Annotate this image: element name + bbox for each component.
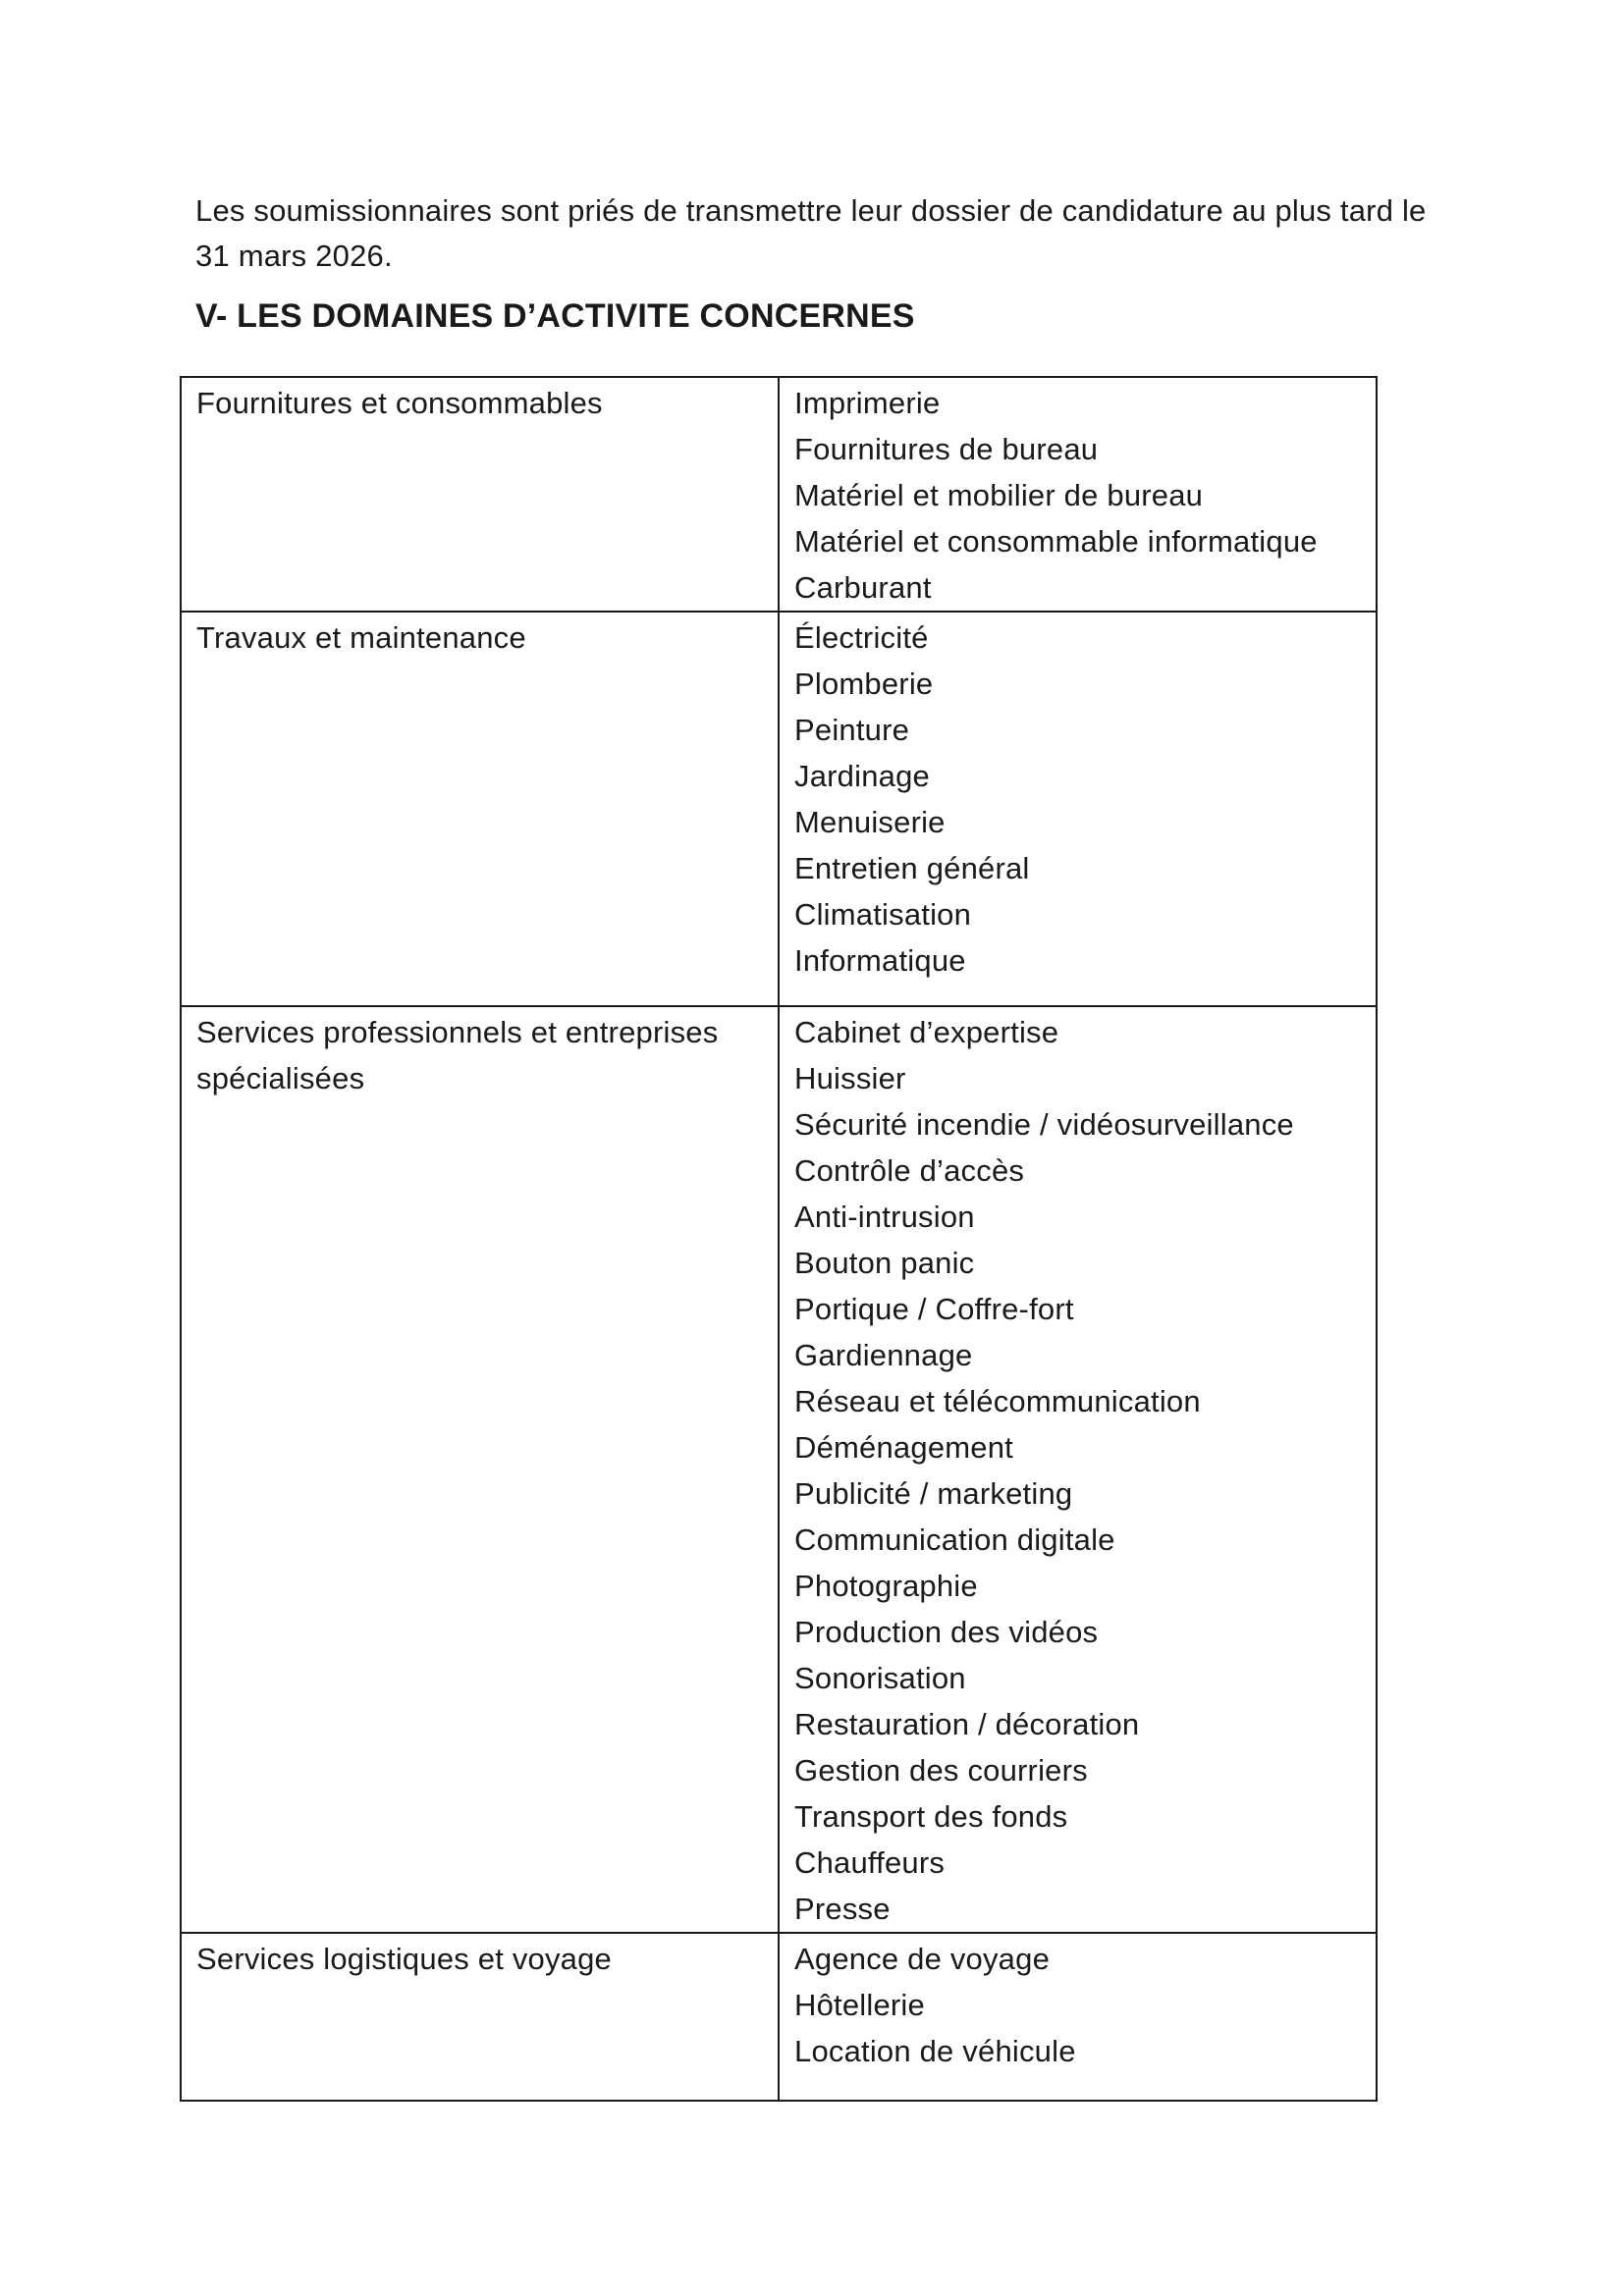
item-line: Matériel et mobilier de bureau xyxy=(794,478,1204,512)
item-line: Agence de voyage xyxy=(794,1942,1051,1976)
item-line: Peinture xyxy=(794,713,910,747)
item-line: Presse xyxy=(794,1892,891,1926)
items-cell xyxy=(779,1933,1377,2101)
table-row xyxy=(181,377,1377,612)
category-cell xyxy=(181,1006,779,1933)
item-line: Contrôle d’accès xyxy=(794,1153,1025,1188)
item-line: Électricité xyxy=(794,620,929,655)
item-line: Sonorisation xyxy=(794,1661,966,1695)
table-row xyxy=(181,612,1377,1006)
item-line: Déménagement xyxy=(794,1430,1013,1465)
item-line: Cabinet d’expertise xyxy=(794,1015,1059,1049)
item-line: Photographie xyxy=(794,1569,978,1603)
item-line: Imprimerie xyxy=(794,386,941,420)
item-line: Restauration / décoration xyxy=(794,1707,1140,1741)
item-line: Portique / Coffre-fort xyxy=(794,1292,1074,1326)
item-line: Anti-intrusion xyxy=(794,1200,975,1234)
category-label: Services professionnels et entreprises spécialisées xyxy=(196,1015,719,1095)
activity-domains-table xyxy=(180,376,1378,2102)
item-line: Entretien général xyxy=(794,851,1030,885)
item-line: Plomberie xyxy=(794,667,934,701)
item-line: Transport des fonds xyxy=(794,1799,1068,1834)
category-label: Travaux et maintenance xyxy=(196,620,526,655)
category-cell xyxy=(181,1933,779,2101)
item-line: Bouton panic xyxy=(794,1246,975,1280)
item-line: Fournitures de bureau xyxy=(794,432,1099,466)
category-cell xyxy=(181,612,779,1006)
item-line: Climatisation xyxy=(794,897,972,932)
item-line: Carburant xyxy=(794,570,932,605)
table-row xyxy=(181,1933,1377,2101)
item-line: Sécurité incendie / vidéosurveillance xyxy=(794,1107,1294,1142)
item-line: Gestion des courriers xyxy=(794,1753,1088,1788)
item-line: Communication digitale xyxy=(794,1522,1115,1557)
item-line: Matériel et consommable informatique xyxy=(794,524,1318,559)
activity-domains-table-body xyxy=(181,377,1377,2101)
item-line: Location de véhicule xyxy=(794,2034,1076,2068)
item-line: Menuiserie xyxy=(794,805,946,839)
section-heading: V- LES DOMAINES D’ACTIVITE CONCERNES xyxy=(195,297,915,335)
item-line: Jardinage xyxy=(794,759,930,793)
item-line: Informatique xyxy=(794,943,966,978)
item-line: Production des vidéos xyxy=(794,1615,1099,1649)
category-cell xyxy=(181,377,779,612)
items-cell xyxy=(779,377,1377,612)
items-cell xyxy=(779,1006,1377,1933)
item-line: Hôtellerie xyxy=(794,1988,925,2022)
item-line: Huissier xyxy=(794,1061,906,1095)
category-label: Services logistiques et voyage xyxy=(196,1942,613,1976)
item-line: Publicité / marketing xyxy=(794,1476,1073,1511)
category-label: Fournitures et consommables xyxy=(196,386,603,420)
item-line: Gardiennage xyxy=(794,1338,973,1372)
table-row xyxy=(181,1006,1377,1933)
item-line: Réseau et télécommunication xyxy=(794,1384,1201,1418)
item-line: Chauffeurs xyxy=(794,1845,946,1880)
items-cell xyxy=(779,612,1377,1006)
intro-paragraph: Les soumissionnaires sont priés de transmettre leur dossier de candidature au plus tard le 31 mars 2026. xyxy=(195,193,1427,273)
